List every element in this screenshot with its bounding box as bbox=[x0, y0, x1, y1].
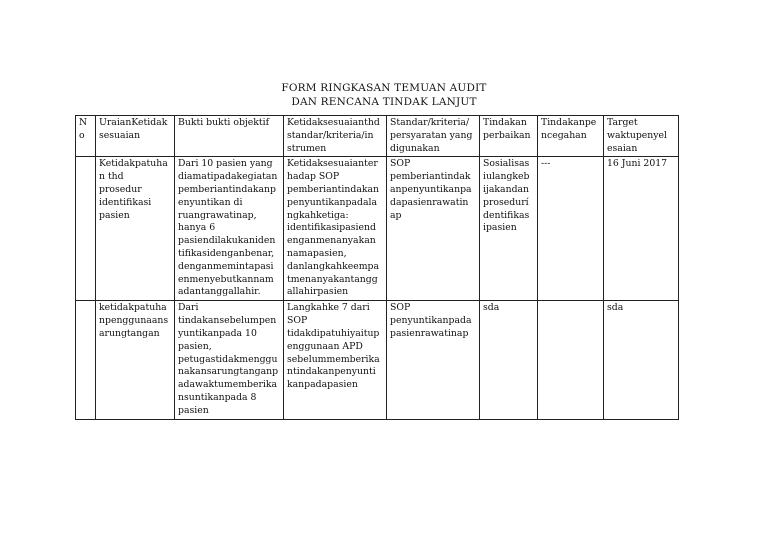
cell-tindakan-perbaikan: Sosialisas iulangkeb ijakandan prosedurí dentifikas ipasien bbox=[480, 157, 538, 301]
cell-no bbox=[76, 157, 96, 301]
cell-standar: SOP penyuntikanpada pasienrawatinap bbox=[387, 301, 480, 419]
form-title: FORM RINGKASAN TEMUAN AUDIT bbox=[281, 82, 487, 94]
cell-tindakan-pencegahan: --- bbox=[538, 157, 604, 301]
cell-no bbox=[76, 301, 96, 419]
cell-bukti: Dari 10 pasien yang diamatipadakegiatan pemberiantindakanp enyuntikan di ruangrawatinap, hanya 6 pasiendilakukaniden tifikasidenganbenar, denganmemintapasi enmenyebutkannam adantanggallahir. bbox=[175, 157, 284, 301]
header-target-waktu: Target waktupenyel esaian bbox=[604, 116, 679, 157]
table-header-row bbox=[76, 116, 679, 157]
table-row bbox=[76, 157, 679, 301]
header-uraian: UraianKetidak sesuaian bbox=[96, 116, 175, 157]
header-bukti: Bukti bukti objektif bbox=[175, 116, 284, 157]
cell-standar: SOP pemberiantindak anpenyuntikanpa dapasienrawatin ap bbox=[387, 157, 480, 301]
form-subtitle: DAN RENCANA TINDAK LANJUT bbox=[291, 96, 477, 108]
header-tindakan-pencegahan: Tindakanpe ncegahan bbox=[538, 116, 604, 157]
cell-ketidaksesuaian: Langkahke 7 dari SOP tidakdipatuhiyaitup enggunaan APD sebelummemberika ntindakanpenyunti kanpadapasien bbox=[284, 301, 387, 419]
cell-target-waktu: 16 Juni 2017 bbox=[604, 157, 679, 301]
cell-tindakan-pencegahan bbox=[538, 301, 604, 419]
audit-findings-table bbox=[75, 115, 679, 420]
cell-uraian: ketidakpatuha npenggunaans arungtangan bbox=[96, 301, 175, 419]
header-standar: Standar/kriteria/ persyaratan yang digunakan bbox=[387, 116, 480, 157]
cell-ketidaksesuaian: Ketidaksesuaianter hadap SOP pemberiantindakan penyuntikanpadala ngkahketiga: identifikasipasiend enganmenanyakan namapasien, danlangkahkeempa tmenanyakantangg allahirpasien bbox=[284, 157, 387, 301]
cell-tindakan-perbaikan: sda bbox=[480, 301, 538, 419]
table-row bbox=[76, 301, 679, 419]
cell-target-waktu: sda bbox=[604, 301, 679, 419]
header-ketidaksesuaian: Ketidaksesuaianthd standar/kriteria/in strumen bbox=[284, 116, 387, 157]
cell-uraian: Ketidakpatuha n thd prosedur identifikasi pasien bbox=[96, 157, 175, 301]
cell-bukti: Dari tindakansebelumpen yuntikanpada 10 pasien, petugastidakmenggu nakansarungtanganp adawaktumemberika nsuntikanpada 8 pasien bbox=[175, 301, 284, 419]
header-tindakan-perbaikan: Tindakan perbaikan bbox=[480, 116, 538, 157]
header-no: No bbox=[76, 116, 96, 157]
